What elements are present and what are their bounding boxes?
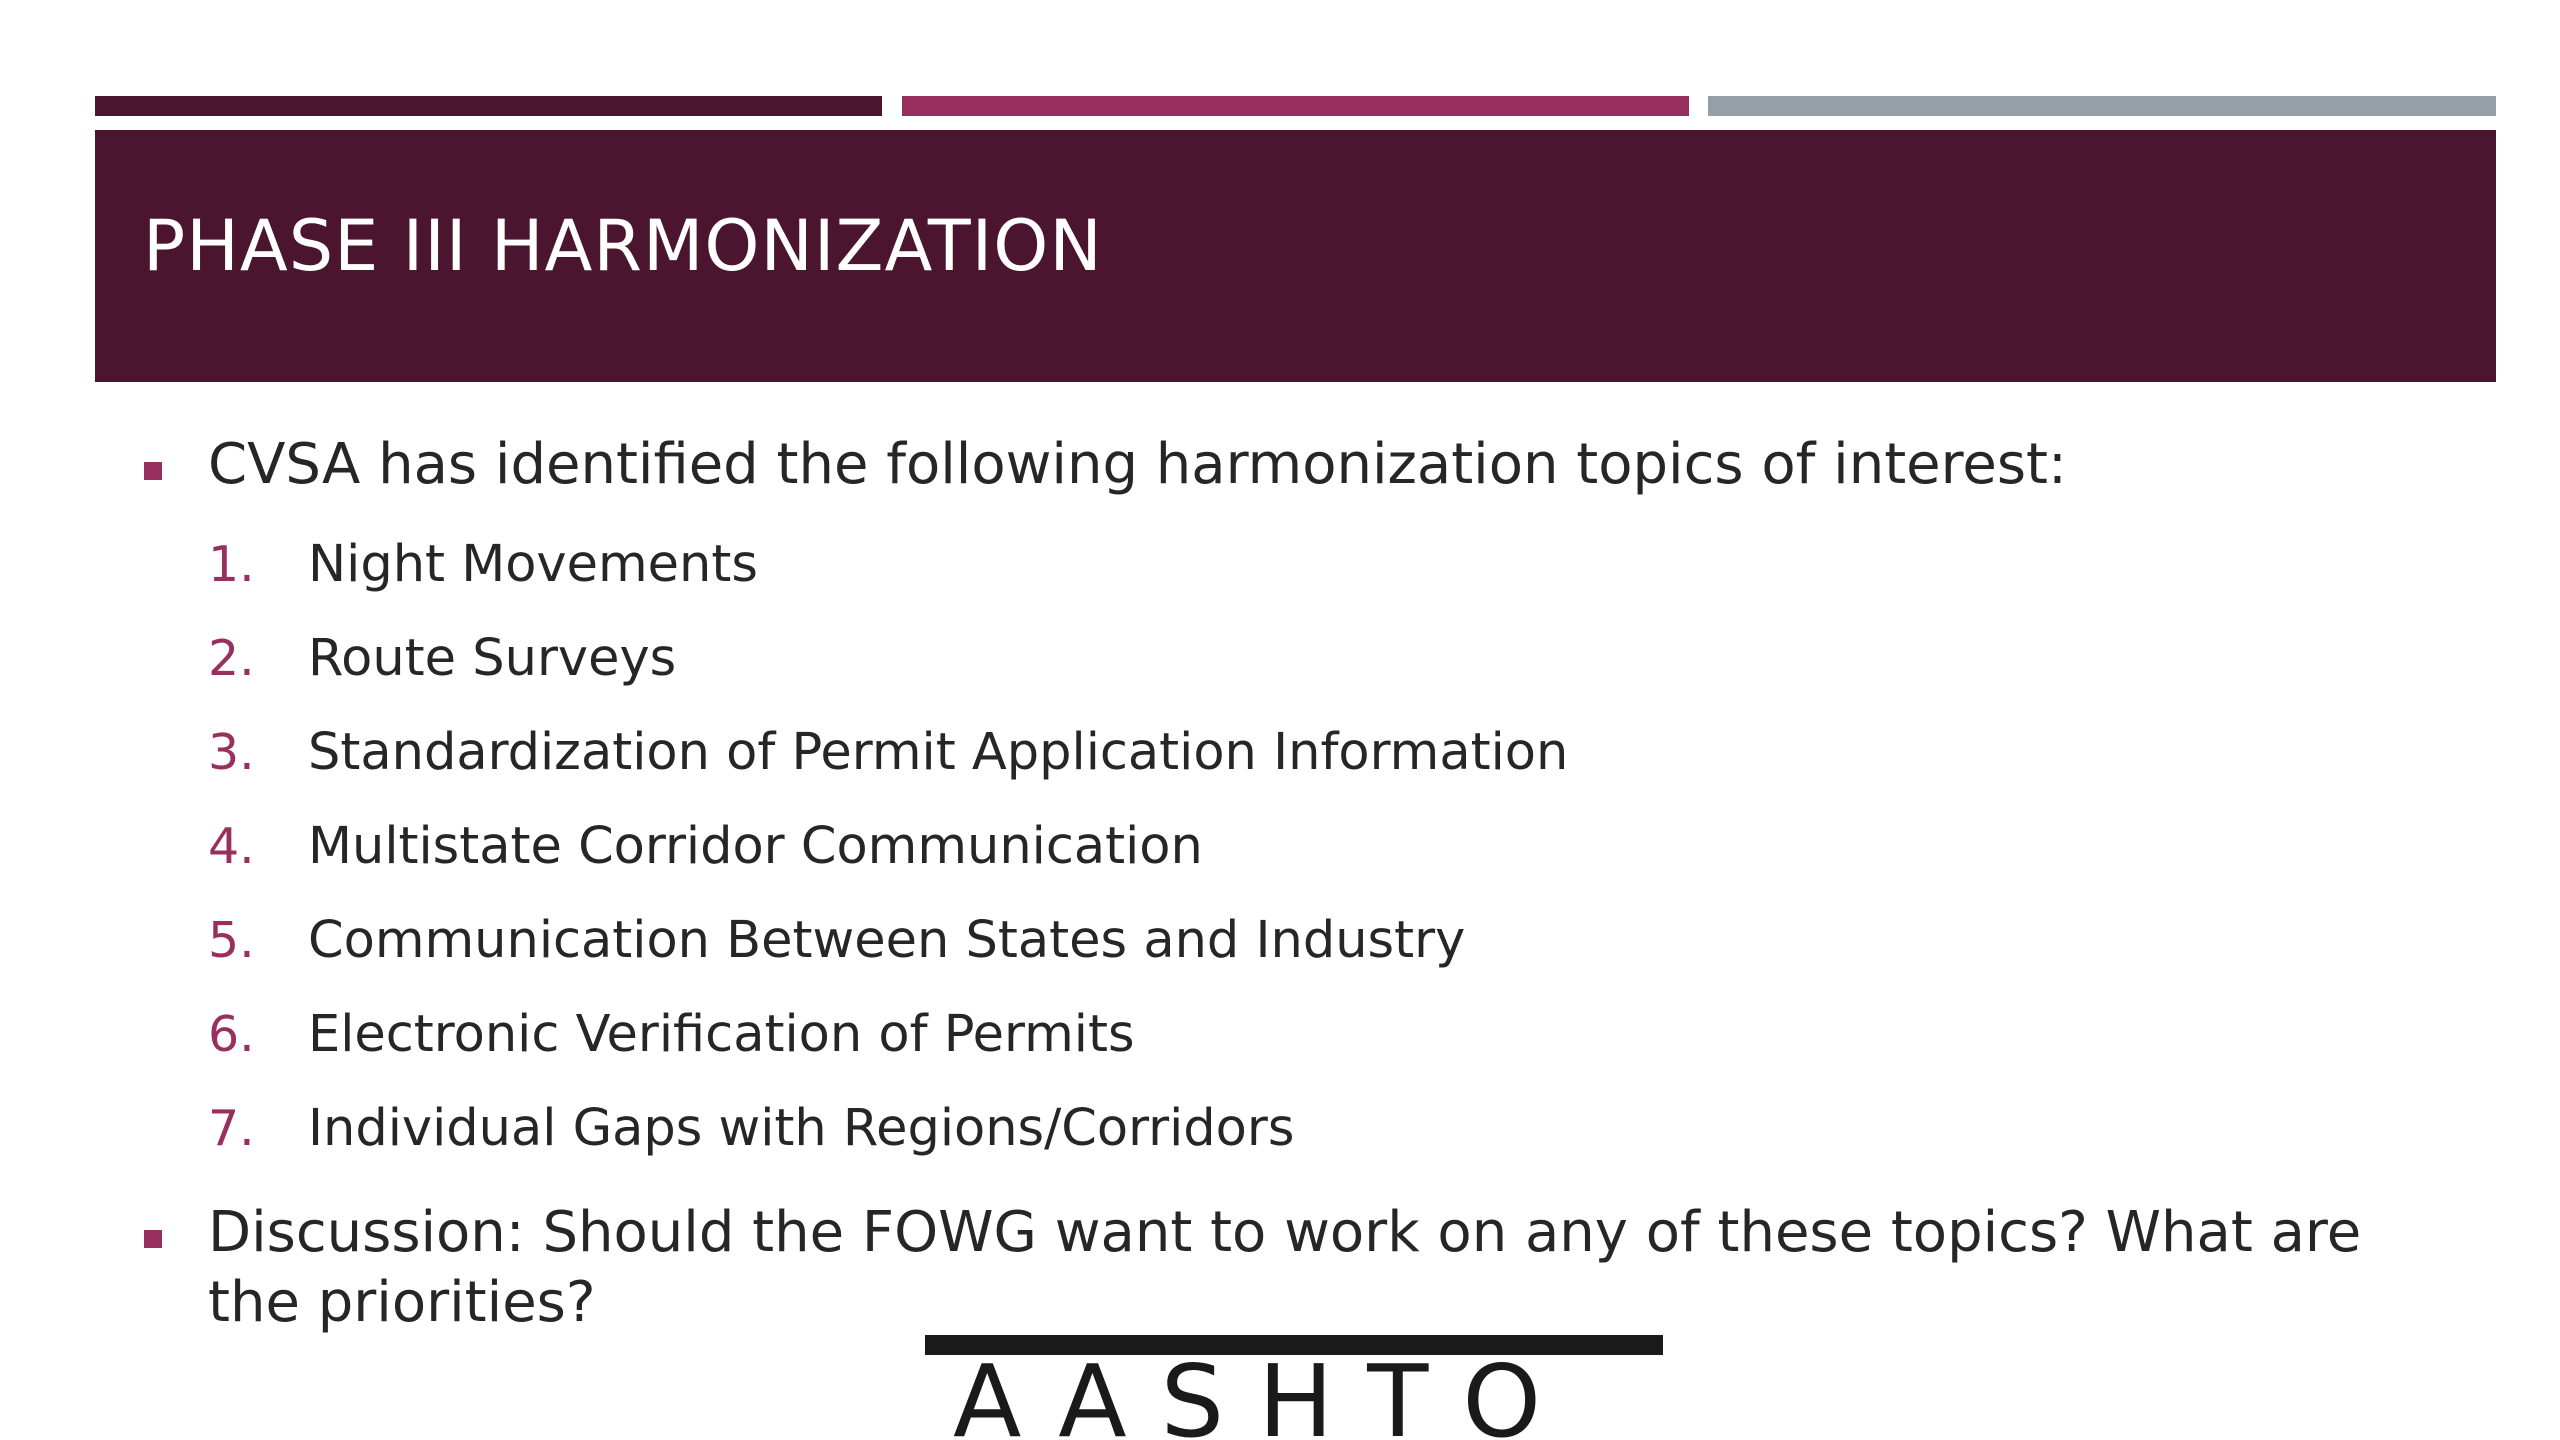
logo-text: AASHTO: [953, 1343, 1576, 1440]
topic-label: Multistate Corridor Communication: [308, 817, 1203, 876]
topic-number: 3.: [208, 724, 255, 781]
topic-label: Night Movements: [308, 535, 758, 594]
accent-bar-gray: [1708, 96, 2496, 116]
accent-bar-dark: [95, 96, 882, 116]
topic-item: [140, 518, 2440, 612]
square-bullet-icon: [144, 1230, 162, 1248]
intro-bullet: [140, 430, 2440, 500]
topic-number: 2.: [208, 630, 255, 687]
topic-number: 7.: [208, 1100, 255, 1157]
discussion-bullet: [140, 1198, 2440, 1338]
topic-item: [140, 800, 2440, 894]
topic-label: Electronic Verification of Permits: [308, 1005, 1135, 1064]
slide-title: PHASE III HARMONIZATION: [143, 205, 1103, 287]
topic-number: 6.: [208, 1006, 255, 1063]
topic-label: Communication Between States and Industry: [308, 911, 1466, 970]
topic-number: 4.: [208, 818, 255, 875]
topic-item: [140, 612, 2440, 706]
title-band: [95, 130, 2496, 382]
topic-label: Route Surveys: [308, 629, 677, 688]
topics-list: [140, 518, 2440, 1176]
topic-item: [140, 988, 2440, 1082]
topic-number: 5.: [208, 912, 255, 969]
topic-number: 1.: [208, 536, 255, 593]
topic-item: [140, 1082, 2440, 1176]
topic-item: [140, 706, 2440, 800]
discussion-text: Discussion: Should the FOWG want to work on any of these topics? What are the priorities?: [208, 1200, 2362, 1335]
aashto-logo: [925, 1335, 1663, 1440]
intro-text: CVSA has identified the following harmonization topics of interest:: [208, 432, 2067, 497]
topic-item: [140, 894, 2440, 988]
accent-bar-magenta: [902, 96, 1689, 116]
topic-label: Individual Gaps with Regions/Corridors: [308, 1099, 1295, 1158]
slide-content: [140, 430, 2440, 1338]
square-bullet-icon: [144, 462, 162, 480]
topic-label: Standardization of Permit Application Information: [308, 723, 1569, 782]
